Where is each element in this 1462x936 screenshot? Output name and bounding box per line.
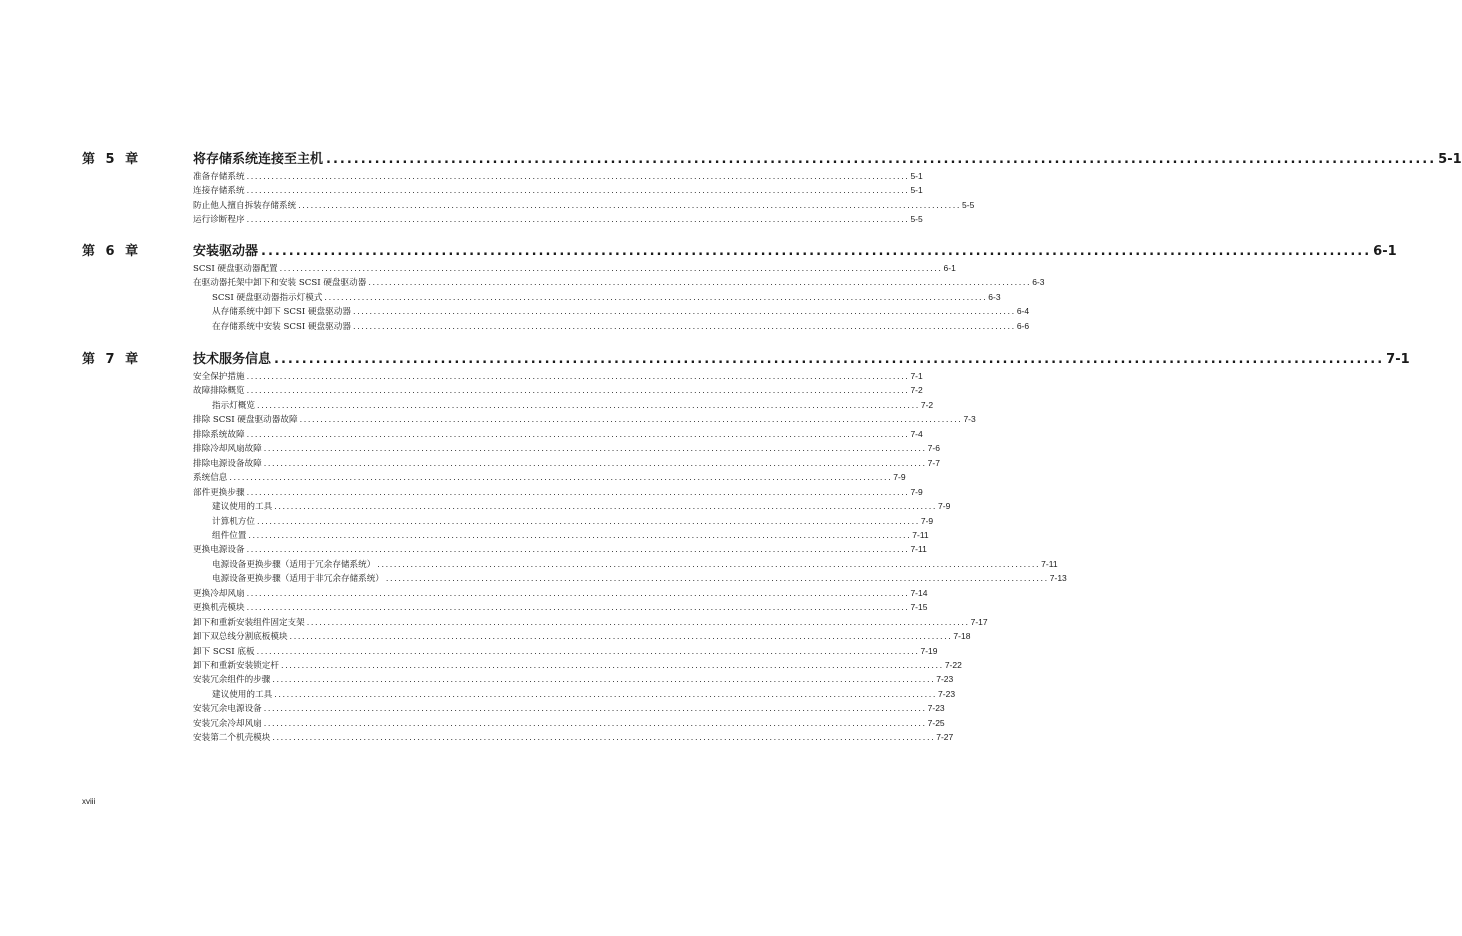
toc-entry-page: 7-9 (893, 472, 906, 483)
toc-entry-title: 电源设备更换步骤（适用于非冗余存储系统） (212, 574, 384, 585)
chapter-page: 7-1 (1386, 352, 1410, 367)
toc-entry[interactable] (212, 688, 956, 702)
toc-entry-title: 卸下 SCSI 底板 (193, 646, 255, 657)
toc-entry-page: 7-23 (936, 674, 954, 685)
toc-entry-page: 6-3 (988, 291, 1001, 302)
toc-entry-page: 7-14 (910, 587, 928, 598)
chapter-label: 第 6 章 (82, 244, 142, 259)
toc-entry[interactable] (193, 601, 928, 615)
toc-entry[interactable] (193, 384, 923, 398)
page-number: xviii (82, 797, 96, 806)
toc-entry-title: 故障排除概览 (193, 386, 245, 397)
toc-entry[interactable] (193, 543, 927, 557)
toc-entry[interactable] (193, 428, 923, 442)
toc-entry[interactable] (193, 717, 945, 731)
toc-entry-title: SCSI 硬盘驱动器指示灯模式 (212, 292, 323, 303)
toc-entry-title: 更换机壳模块 (193, 603, 245, 614)
toc-entry-page: 6-3 (1032, 277, 1045, 288)
chapter-title: 将存储系统连接至主机 (193, 152, 324, 167)
dot-leader: ................................................................................................................................................................ (256, 516, 920, 526)
toc-entry-page: 7-17 (970, 616, 988, 627)
dot-leader: ................................................................................................................................................................ (246, 215, 910, 225)
dot-leader: ................................................................................................................................................................ (229, 473, 893, 483)
toc-entry[interactable] (193, 276, 1045, 290)
dot-leader: ................................................................................................................................................................ (299, 415, 963, 425)
toc-entry[interactable] (212, 399, 934, 413)
toc-entry-page: 7-1 (910, 371, 923, 381)
dot-leader: ................................................................................................................................................................ (261, 244, 1372, 259)
chapter-title: 技术服务信息 (193, 352, 272, 367)
dot-leader: ................................................................................................................................................................ (377, 559, 1041, 569)
toc-entry[interactable] (212, 515, 934, 529)
dot-leader: ................................................................................................................................................................ (256, 646, 920, 656)
dot-leader: ................................................................................................................................................................ (289, 632, 953, 642)
toc-entry-title: 建议使用的工具 (212, 502, 273, 513)
dot-leader: ................................................................................................................................................................ (248, 530, 912, 540)
toc-entry[interactable] (193, 645, 938, 659)
toc-entry[interactable] (193, 616, 988, 630)
toc-entry-title: 安装冗余冷却风扇 (193, 718, 262, 729)
toc-entry[interactable] (193, 659, 962, 673)
dot-leader: ................................................................................................................................................................ (274, 689, 938, 699)
toc-entry[interactable] (193, 486, 923, 500)
toc-entry[interactable] (212, 572, 1067, 586)
toc-entry-page: 7-27 (936, 732, 954, 743)
chapter-heading[interactable] (193, 348, 1410, 367)
toc-entry-page: 7-19 (920, 645, 938, 656)
toc-entry-title: 电源设备更换步骤（适用于冗余存储系统） (212, 559, 376, 570)
toc-entry-title: 卸下和重新安装锁定杆 (193, 661, 279, 671)
dot-leader: ................................................................................................................................................................ (246, 372, 910, 381)
toc-entry-title: 从存储系统中卸下 SCSI 硬盘驱动器 (212, 307, 351, 318)
chapter-label: 第 5 章 (82, 152, 142, 167)
dot-leader: ................................................................................................................................................................ (246, 186, 910, 196)
dot-leader: ................................................................................................................................................................ (279, 264, 943, 273)
toc-entry-title: 卸下和重新安装组件固定支架 (193, 617, 305, 628)
toc-entry-page: 7-25 (927, 717, 945, 728)
toc-entry-page: 7-9 (910, 486, 923, 497)
toc-entry-title: 安装冗余电源设备 (193, 704, 262, 715)
toc-entry-page: 5-1 (910, 171, 923, 181)
toc-entry-page: 7-9 (920, 515, 934, 526)
dot-leader: ................................................................................................................................................................ (246, 603, 910, 613)
toc-entry[interactable] (193, 731, 954, 745)
toc-entry-page: 5-5 (910, 214, 923, 225)
toc-entry[interactable] (212, 291, 1001, 305)
toc-entry-title: 排除电源设备故障 (193, 458, 262, 469)
dot-leader: ................................................................................................................................................................ (256, 400, 920, 410)
dot-leader: ................................................................................................................................................................ (326, 152, 1437, 167)
toc-entry[interactable] (212, 529, 929, 543)
toc-entry-title: 组件位置 (212, 530, 247, 541)
toc-entry-title: 安装冗余组件的步骤 (193, 675, 271, 686)
dot-leader: ................................................................................................................................................................ (246, 386, 910, 396)
toc-entry-title: SCSI 硬盘驱动器配置 (193, 264, 278, 274)
toc-entry[interactable] (212, 500, 951, 514)
toc-entry[interactable] (193, 702, 945, 716)
toc-entry[interactable] (193, 471, 906, 485)
dot-leader: ................................................................................................................................................................ (263, 444, 927, 454)
dot-leader: ................................................................................................................................................................ (246, 429, 910, 439)
dot-leader: ................................................................................................................................................................ (274, 502, 938, 512)
dot-leader: ................................................................................................................................................................ (246, 172, 910, 181)
chapter-title: 安装驱动器 (193, 244, 259, 259)
toc-entry-title: 准备存储系统 (193, 172, 245, 182)
toc-entry-title: 排除 SCSI 硬盘驱动器故障 (193, 415, 298, 426)
toc-entry[interactable] (193, 370, 923, 384)
toc-entry-title: 在存储系统中安装 SCSI 硬盘驱动器 (212, 321, 351, 332)
dot-leader: ................................................................................................................................................................ (263, 718, 927, 728)
toc-entry-title: 防止他人擅自拆装存储系统 (193, 200, 297, 211)
toc-entry[interactable] (193, 199, 975, 213)
toc-entry-page: 7-6 (927, 443, 940, 454)
toc-entry[interactable] (193, 413, 976, 427)
dot-leader: ................................................................................................................................................................ (246, 545, 910, 555)
toc-entry-title: 排除冷却风扇故障 (193, 444, 262, 455)
toc-entry-title: 部件更换步骤 (193, 487, 245, 498)
chapter-heading[interactable] (193, 240, 1397, 259)
toc-entry-page: 7-2 (920, 399, 934, 410)
toc-entry-page: 5-5 (962, 199, 975, 210)
toc-entry[interactable] (193, 630, 971, 644)
toc-entry[interactable] (212, 558, 1058, 572)
toc-entry-page: 7-13 (1049, 573, 1067, 584)
chapter-label: 第 7 章 (82, 352, 142, 367)
dot-leader: ................................................................................................................................................................ (385, 574, 1049, 584)
toc-entry-page: 7-23 (938, 688, 956, 699)
dot-leader: ................................................................................................................................................................ (246, 588, 910, 598)
toc-entry-title: 计算机方位 (212, 516, 255, 527)
chapter-page: 6-1 (1373, 244, 1397, 259)
dot-leader: ................................................................................................................................................................ (280, 661, 944, 670)
toc-entry-title: 建议使用的工具 (212, 689, 273, 700)
dot-leader: ................................................................................................................................................................ (274, 352, 1385, 367)
toc-entry[interactable] (212, 305, 1030, 319)
toc-entry[interactable] (193, 587, 928, 601)
toc-entry-page: 6-4 (1016, 306, 1030, 317)
dot-leader: ................................................................................................................................................................ (298, 200, 962, 210)
toc-entry-title: 排除系统故障 (193, 429, 245, 440)
toc-entry-page: 6-6 (1016, 320, 1030, 331)
toc-entry-page: 7-11 (1041, 558, 1058, 569)
toc-entry[interactable] (193, 457, 940, 471)
toc-entry-title: 卸下双总线分割底板模块 (193, 632, 288, 643)
toc-entry-title: 在驱动器托架中卸下和安装 SCSI 硬盘驱动器 (193, 278, 367, 289)
dot-leader: ................................................................................................................................................................ (246, 487, 910, 497)
toc-entry-page: 7-23 (927, 703, 945, 714)
toc-entry-title: 安全保护措施 (193, 372, 245, 382)
toc-entry-page: 7-9 (938, 501, 951, 512)
toc-entry-title: 更换电源设备 (193, 545, 245, 556)
toc-entry[interactable] (193, 184, 923, 198)
toc-entry-page: 7-2 (910, 385, 923, 396)
dot-leader: ................................................................................................................................................................ (368, 278, 1032, 288)
toc-entry-page: 6-1 (943, 263, 956, 273)
toc-entry-title: 连接存储系统 (193, 186, 245, 197)
toc-entry-page: 5-1 (910, 185, 923, 196)
toc-entry[interactable] (193, 213, 923, 227)
toc-entry-page: 7-15 (910, 602, 928, 613)
toc-entry-title: 更换冷却风扇 (193, 588, 245, 599)
toc-entry[interactable] (193, 262, 956, 276)
toc-entry-page: 7-22 (944, 660, 962, 670)
toc-entry-page: 7-11 (910, 544, 927, 555)
dot-leader: ................................................................................................................................................................ (352, 307, 1016, 317)
dot-leader: ................................................................................................................................................................ (263, 704, 927, 714)
toc-entry-page: 7-7 (927, 457, 940, 468)
dot-leader: ................................................................................................................................................................ (272, 733, 936, 743)
dot-leader: ................................................................................................................................................................ (263, 458, 927, 468)
toc-entry-title: 安装第二个机壳模块 (193, 733, 271, 744)
toc-entry-page: 7-11 (912, 529, 929, 540)
chapter-heading[interactable] (193, 148, 1462, 167)
toc-entry-title: 指示灯概览 (212, 400, 255, 411)
chapter-page: 5-1 (1438, 152, 1462, 167)
toc-entry-title: 运行诊断程序 (193, 215, 245, 226)
toc-entry-page: 7-3 (963, 414, 976, 425)
dot-leader: ................................................................................................................................................................ (306, 617, 970, 627)
toc-entry-title: 系统信息 (193, 473, 228, 484)
toc-entry[interactable] (212, 320, 1030, 334)
toc-entry[interactable] (193, 170, 923, 184)
toc-entry-page: 7-4 (910, 428, 923, 439)
toc-entry-page: 7-18 (953, 631, 971, 642)
dot-leader: ................................................................................................................................................................ (352, 321, 1016, 331)
toc-entry[interactable] (193, 673, 954, 687)
dot-leader: ................................................................................................................................................................ (324, 292, 988, 302)
dot-leader: ................................................................................................................................................................ (272, 675, 936, 685)
toc-entry[interactable] (193, 442, 940, 456)
